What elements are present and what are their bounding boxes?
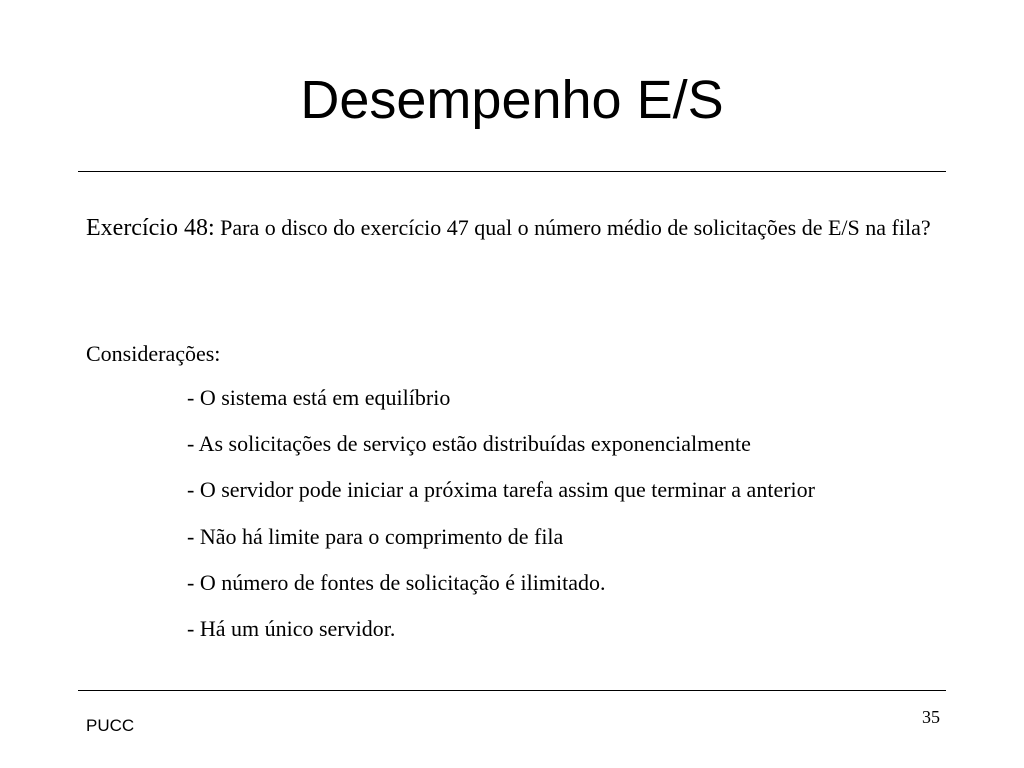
bottom-divider (78, 690, 946, 691)
considerations-list (187, 384, 815, 661)
list-item: - As solicitações de serviço estão distribuídas exponencialmente (187, 431, 751, 457)
list-item: - Há um único servidor. (187, 615, 396, 641)
footer-label: PUCC (86, 716, 135, 735)
exercise-text: Para o disco do exercício 47 qual o número médio de solicitações de E/S na fila? (220, 215, 931, 240)
exercise-lead: Exercício 48: (86, 215, 215, 241)
list-item: - O sistema está em equilíbrio (187, 385, 451, 410)
exercise-statement (86, 212, 956, 244)
list-item: - O servidor pode iniciar a próxima tarefa assim que terminar a anterior (187, 477, 815, 503)
list-item: - Não há limite para o comprimento de fila (187, 523, 564, 549)
list-item: - O número de fontes de solicitação é ilimitado. (187, 569, 606, 595)
considerations-heading: Considerações: (86, 341, 221, 366)
top-divider (78, 171, 946, 172)
slide-title: Desempenho E/S (300, 70, 724, 130)
page-number: 35 (922, 707, 940, 727)
